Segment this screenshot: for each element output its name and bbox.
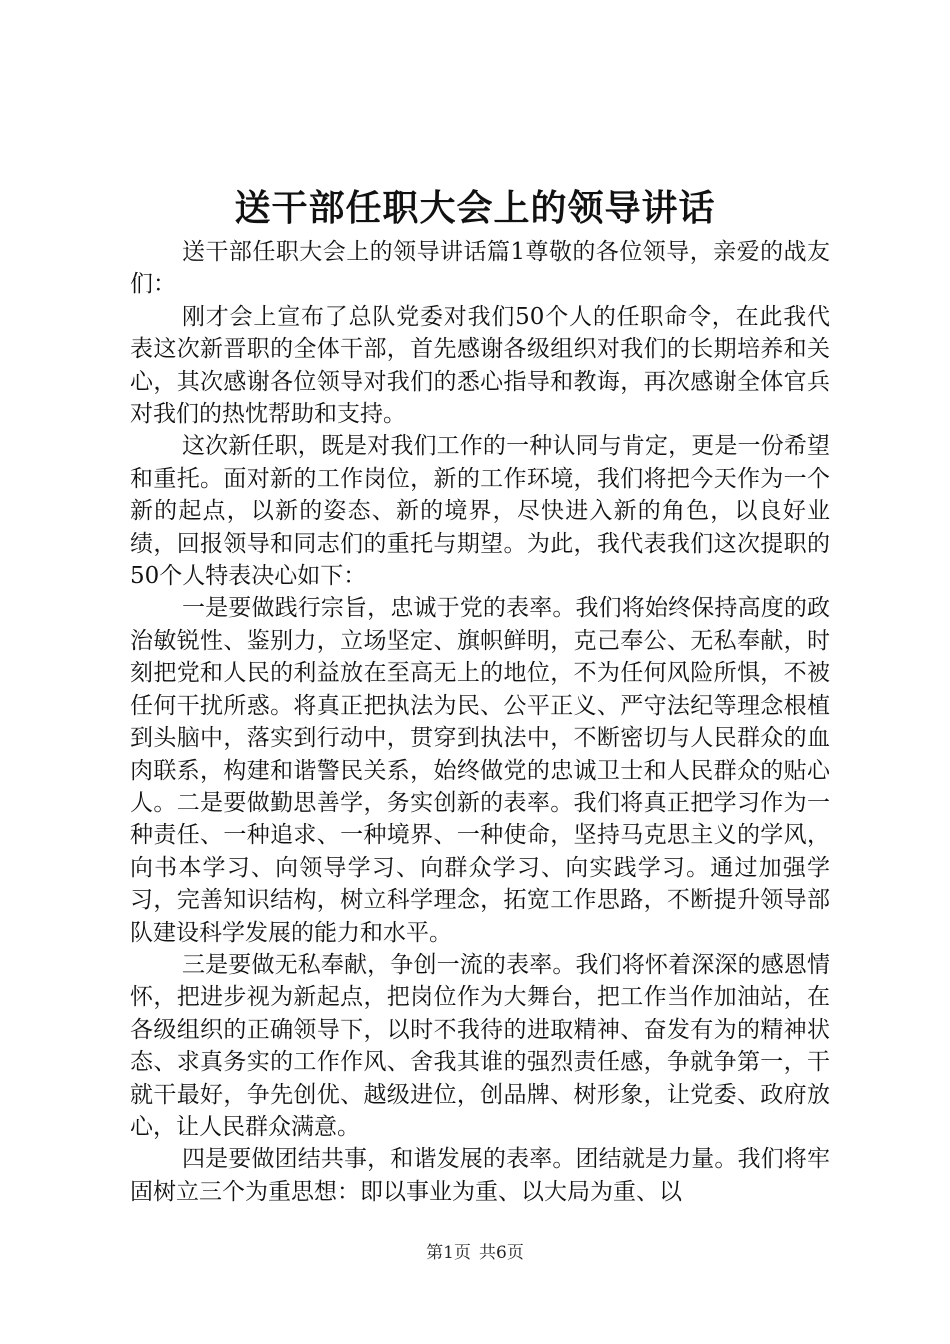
page-footer (0, 1241, 950, 1265)
page-total: 共6页 (479, 1243, 524, 1263)
paragraph: 刚才会上宣布了总队党委对我们50个人的任职命令，在此我代表这次新晋职的全体干部，首先感谢各级组织对我们的长期培养和关心，其次感谢各位领导对我们的悉心指导和教诲，再次感谢全体官兵对我们的热忱帮助和支持。 (130, 303, 830, 428)
paragraph: 一是要做践行宗旨，忠诚于党的表率。我们将始终保持高度的政治敏锐性、鉴别力，立场坚定、旗帜鲜明，克己奉公、无私奉献，时刻把党和人民的利益放在至高无上的地位，不为任何风险所惧，不被任何干扰所惑。将真正把执法为民、公平正义、严守法纪等理念根植到头脑中，落实到行动中，贯穿到执法中，不断密切与人民群众的血肉联系，构建和谐警民关系，始终做党的忠诚卫士和人民群众的贴心人。二是要做勤思善学，务实创新的表率。我们将真正把学习作为一种责任、一种追求、一种境界、一种使命，坚持马克思主义的学风，向书本学习、向领导学习、向群众学习、向实践学习。通过加强学习，完善知识结构，树立科学理念，拓宽工作思路，不断提升领导部队建设科学发展的能力和水平。 (130, 595, 830, 946)
paragraph: 这次新任职，既是对我们工作的一种认同与肯定，更是一份希望和重托。面对新的工作岗位，新的工作环境，我们将把今天作为一个新的起点，以新的姿态、新的境界，尽快进入新的角色，以良好业绩，回报领导和同志们的重托与期望。为此，我代表我们这次提职的50个人特表决心如下： (130, 433, 830, 590)
document-body (130, 236, 830, 1208)
paragraph: 四是要做团结共事，和谐发展的表率。团结就是力量。我们将牢固树立三个为重思想：即以事业为重、以大局为重、以 (130, 1146, 830, 1205)
paragraph: 三是要做无私奉献，争创一流的表率。我们将怀着深深的感恩情怀，把进步视为新起点，把岗位作为大舞台，把工作当作加油站，在各级组织的正确领导下，以时不我待的进取精神、奋发有为的精神状态、求真务实的工作作风、舍我其谁的强烈责任感，争就争第一，干就干最好，争先创优、越级进位，创品牌、树形象，让党委、政府放心，让人民群众满意。 (130, 951, 830, 1140)
paragraph: 送干部任职大会上的领导讲话篇1尊敬的各位领导，亲爱的战友们： (130, 239, 830, 298)
document-title: 送干部任职大会上的领导讲话 (234, 187, 716, 229)
page-number: 第1页 (426, 1243, 471, 1263)
